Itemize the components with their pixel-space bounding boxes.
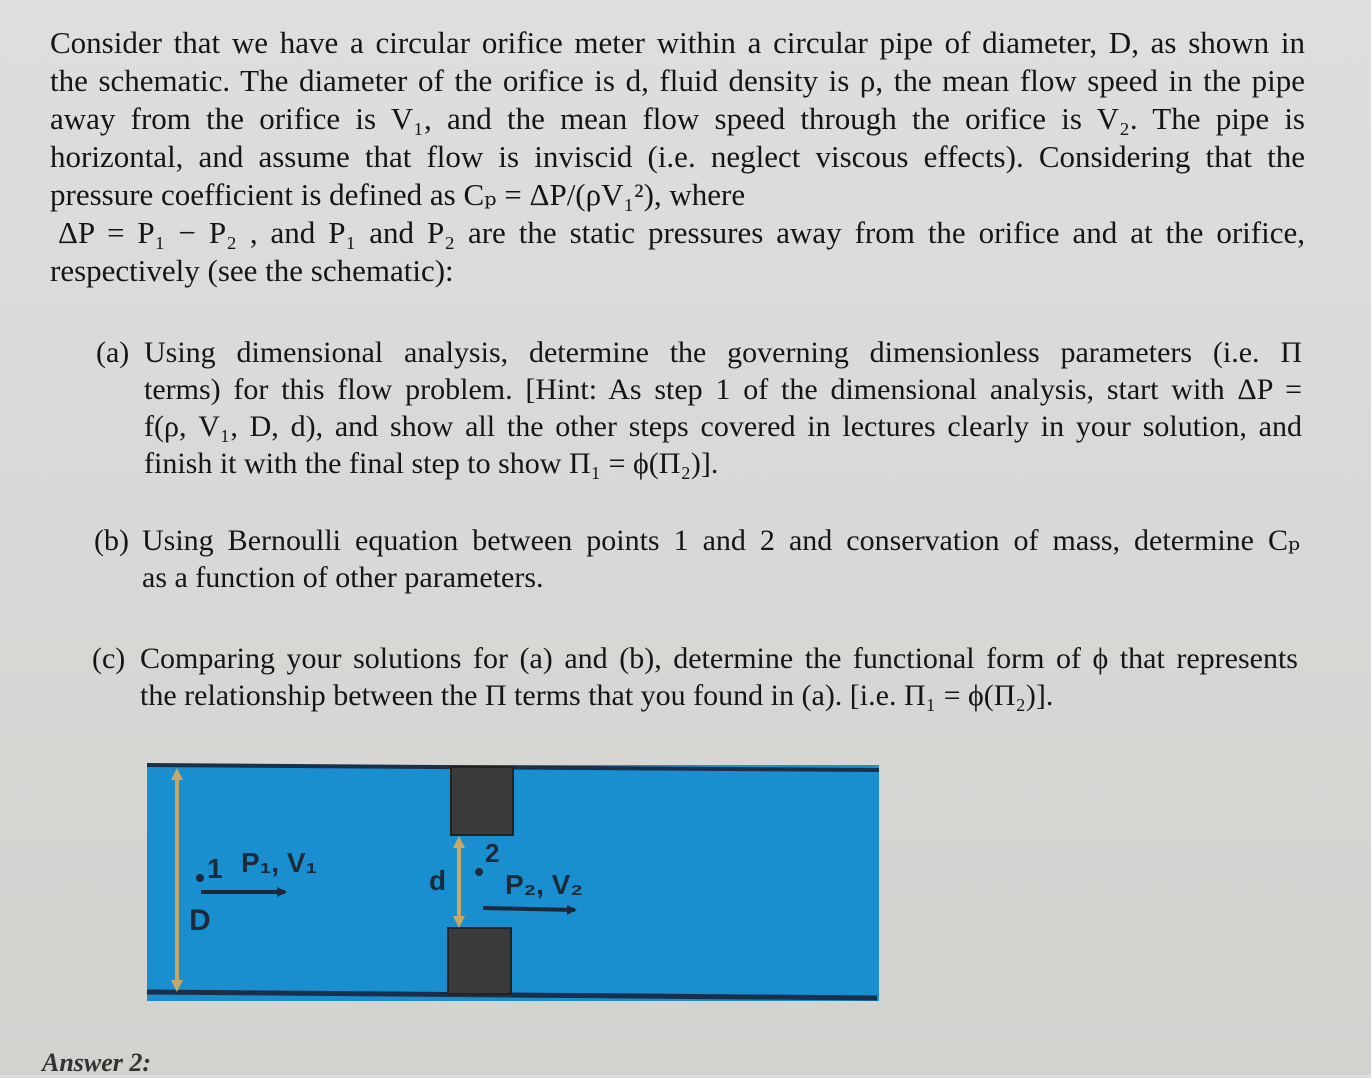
d-label: d	[429, 865, 447, 896]
orifice-plate-bottom	[448, 928, 511, 994]
flow-arrow-2	[483, 908, 575, 910]
point-2-marker	[475, 868, 483, 876]
intro-line: pressure coefficient is defined as Cₚ = ΔP/(ρV₁²), where	[50, 177, 746, 212]
point-2-label: 2	[485, 838, 500, 868]
question-line: Using Bernoulli equation between points 1 and 2 and conservation of mass, determine Cₚ	[142, 524, 1300, 557]
question-line: Using dimensional analysis, determine the governing dimensionless parameters (i.e. Π	[144, 336, 1302, 369]
question-line: the relationship between the Π terms that you found in (a). [i.e. Π₁ = ϕ(Π₂)].	[140, 679, 1054, 712]
question-line: as a function of other parameters.	[142, 561, 544, 594]
question-label: (c)	[92, 642, 126, 675]
intro-line: horizontal, and assume that flow is inviscid (i.e. neglect viscous effects). Considering that the	[50, 139, 1305, 174]
question-line: finish it with the final step to show Π₁ = ϕ(Π₂)].	[144, 447, 719, 480]
intro-line: the schematic. The diameter of the orifice is d, fluid density is ρ, the mean flow speed in the pipe	[50, 63, 1305, 98]
question-line: f(ρ, V₁, D, d), and show all the other steps covered in lectures clearly in your solution, and	[144, 410, 1302, 443]
answer-label: Answer 2:	[42, 1048, 152, 1077]
point-1-label: 1	[207, 853, 223, 884]
question-body	[140, 640, 1298, 714]
question-line: terms) for this flow problem. [Hint: As step 1 of the dimensional analysis, start with ΔP =	[144, 373, 1302, 406]
intro-line: ΔP = P₁ − P₂ , and P₁ and P₂ are the static pressures away from the orifice and at the orifice,	[58, 215, 1305, 250]
point-1-marker	[196, 874, 204, 882]
intro-line: Consider that we have a circular orifice meter within a circular pipe of diameter, D, as shown in	[50, 25, 1305, 60]
intro-line: respectively (see the schematic):	[50, 253, 454, 288]
question-label: (b)	[94, 524, 129, 557]
p1-v1-label: P₁, V₁	[241, 847, 318, 878]
question-line: Comparing your solutions for (a) and (b), determine the functional form of ϕ that represents	[140, 642, 1298, 675]
question-body	[142, 522, 1300, 596]
D-label: D	[189, 904, 211, 937]
question-label: (a)	[96, 336, 130, 369]
p2-v2-label: P₂, V₂	[505, 869, 583, 900]
orifice-plate-top	[451, 767, 513, 835]
orifice-meter-schematic	[145, 760, 885, 1005]
problem-intro	[50, 24, 1305, 290]
intro-line: away from the orifice is V₁, and the mean flow speed through the orifice is V₂. The pipe is	[50, 101, 1305, 136]
question-body	[144, 334, 1302, 482]
